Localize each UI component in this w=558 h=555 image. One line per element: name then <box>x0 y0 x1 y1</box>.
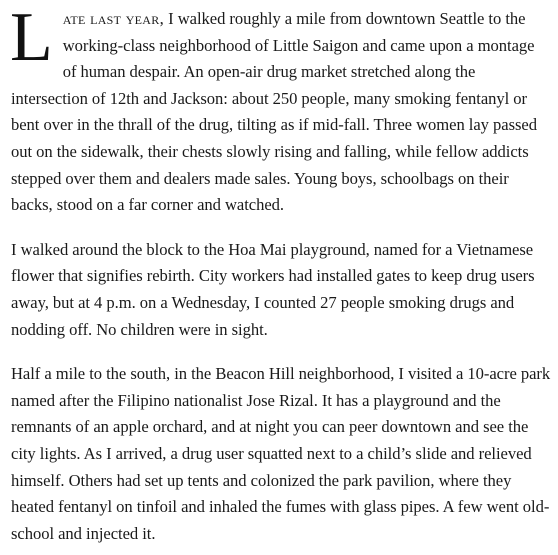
paragraph-2 <box>11 237 551 343</box>
lead-in: ate last year, <box>62 9 165 28</box>
drop-cap: L <box>10 0 53 76</box>
paragraph-3 <box>11 361 551 547</box>
paragraph-3-text: Half a mile to the south, in the Beacon Hill neighborhood, I visited a 10-acre park named after the Filipino nationalist Jose Rizal. It has a playground and the remnants of an apple orchard, and at night you can peer downtown and see the city lights. As I arrived, a drug user squatted next to a child’s slide and relieved himself. Others had set up tents and colonized the park pavilion, where they heated fentanyl on tinfoil and inhaled the fumes with glass pipes. A few went old-school and injected it. <box>11 364 551 543</box>
article-body <box>10 0 551 547</box>
paragraph-2-text: I walked around the block to the Hoa Mai playground, named for a Vietnamese flower that signifies rebirth. City workers had installed gates to keep drug users away, but at 4 p.m. on a Wednesday, I counted 27 people smoking drugs and nodding off. No children were in sight. <box>11 239 535 339</box>
paragraph-1-text: I walked roughly a mile from downtown Seattle to the working-class neighborhood of Little Saigon and came upon a montage of human despair. An open-air drug market stretched along the intersection of 12th and Jackson: about 250 people, many smoking fentanyl or bent over in the thrall of the drug, tilting as if mid-fall. Three women lay passed out on the sidewalk, their chests slowly rising and falling, while fellow addicts stepped over them and dealers made sales. Young boys, schoolbags on their backs, stood on a far corner and watched. <box>11 9 537 215</box>
paragraph-1 <box>10 0 551 219</box>
